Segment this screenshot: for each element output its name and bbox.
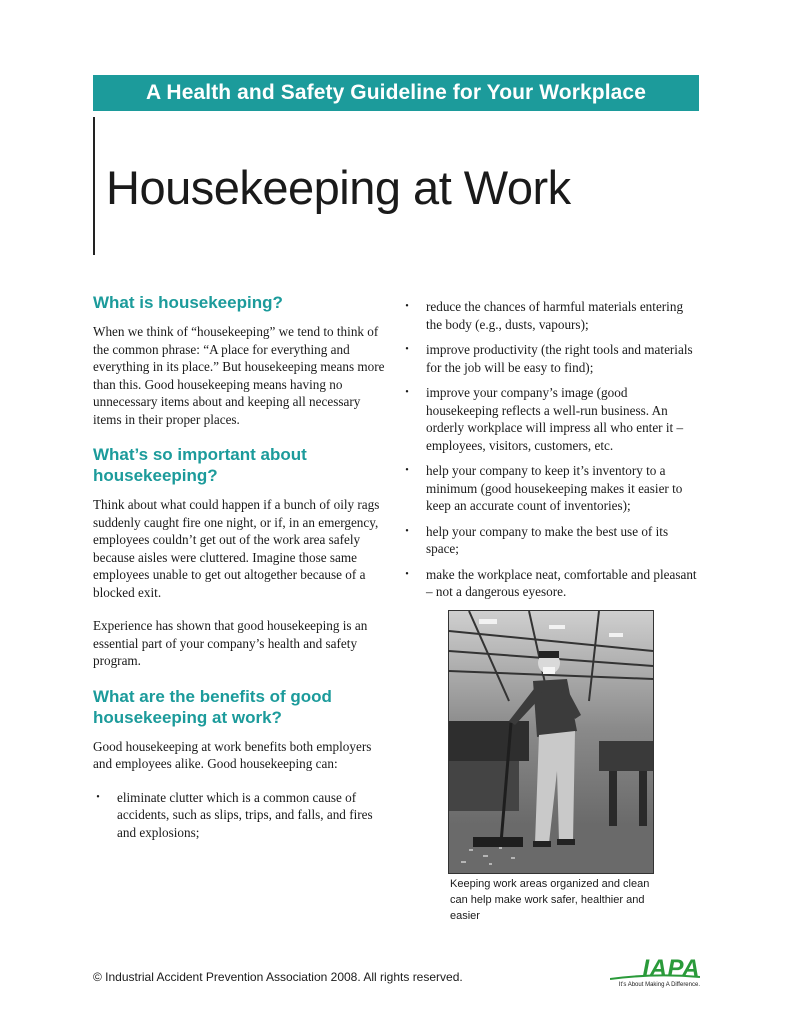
banner-text: A Health and Safety Guideline for Your Workplace: [146, 81, 646, 104]
bullet-icon: •: [96, 791, 100, 803]
page-title: Housekeeping at Work: [106, 161, 571, 214]
list-item-text: help your company to make the best use of its space;: [426, 523, 669, 556]
list-item-text: help your company to keep it’s inventory to a minimum (good housekeeping makes it easier to keep an accurate count of inventories);: [426, 463, 683, 513]
heading-benefits: What are the benefits of good housekeeping at work?: [93, 686, 332, 727]
list-item: [402, 523, 699, 558]
right-column: [402, 298, 699, 609]
paragraph-why-important-2: Experience has shown that good housekeeping is an essential part of your company’s health and safety program.: [93, 618, 368, 668]
bullet-icon: •: [405, 344, 409, 355]
list-item: [93, 789, 389, 842]
bullet-icon: •: [405, 525, 409, 537]
paragraph-what-is-housekeeping: When we think of “housekeeping” we tend to think of the common phrase: “A place for everything and everything in its place.” But housekeeping means more than this. Good housekeeping means having no unnecessary items about and keeping all necessary items in their proper places.: [93, 324, 385, 427]
iapa-logo: [610, 955, 700, 991]
list-item: [402, 462, 699, 515]
heading-what-is-housekeeping: What is housekeeping?: [93, 293, 283, 312]
workplace-photo: [448, 610, 654, 874]
list-item-text: eliminate clutter which is a common cause of accidents, such as slips, trips, and falls, and fires and explosions;: [117, 789, 373, 840]
list-item: [402, 298, 699, 333]
logo-tagline: It’s About Making A Difference.: [618, 982, 700, 988]
list-item: [402, 384, 699, 454]
heading-why-important: What’s so important about housekeeping?: [93, 445, 307, 485]
bullet-icon: •: [405, 568, 409, 580]
paragraph-benefits: Good housekeeping at work benefits both employers and employees alike. Good housekeeping can:: [93, 738, 372, 771]
bullet-icon: •: [405, 465, 409, 476]
bullet-icon: •: [405, 301, 409, 312]
paragraph-why-important-1: Think about what could happen if a bunch of oily rags suddenly caught fire one night, or if, in an emergency, employees couldn’t get out of the work area safely because aisles were cluttered. Imagine those same employees unable to get out altogether because of a blocked exit.: [93, 497, 380, 600]
list-item-text: improve productivity (the right tools and materials for the job will be easy to find);: [426, 342, 693, 375]
benefits-list-right: [402, 298, 699, 601]
guideline-banner: [93, 75, 699, 111]
title-rule: [93, 117, 95, 255]
bullet-icon: •: [405, 387, 409, 398]
photo-caption: Keeping work areas organized and clean can help make work safer, healthier and easier: [450, 878, 650, 922]
benefits-list-left: [93, 789, 389, 842]
left-column: [93, 292, 389, 849]
list-item-text: reduce the chances of harmful materials entering the body (e.g., dusts, vapours);: [426, 299, 684, 332]
list-item: [402, 566, 699, 601]
logo-swoosh-icon: [610, 973, 700, 981]
logo-wordmark: IAPA: [642, 955, 700, 982]
copyright-footer: © Industrial Accident Prevention Association 2008. All rights reserved.: [93, 970, 463, 984]
list-item: [402, 341, 699, 376]
list-item-text: improve your company’s image (good housekeeping reflects a well-run business. An orderly workplace will impress all who enter it – employees, visitors, customers, etc.: [426, 385, 684, 453]
list-item-text: make the workplace neat, comfortable and pleasant – not a dangerous eyesore.: [426, 566, 697, 599]
worker-sweeping-illustration: [449, 611, 653, 873]
